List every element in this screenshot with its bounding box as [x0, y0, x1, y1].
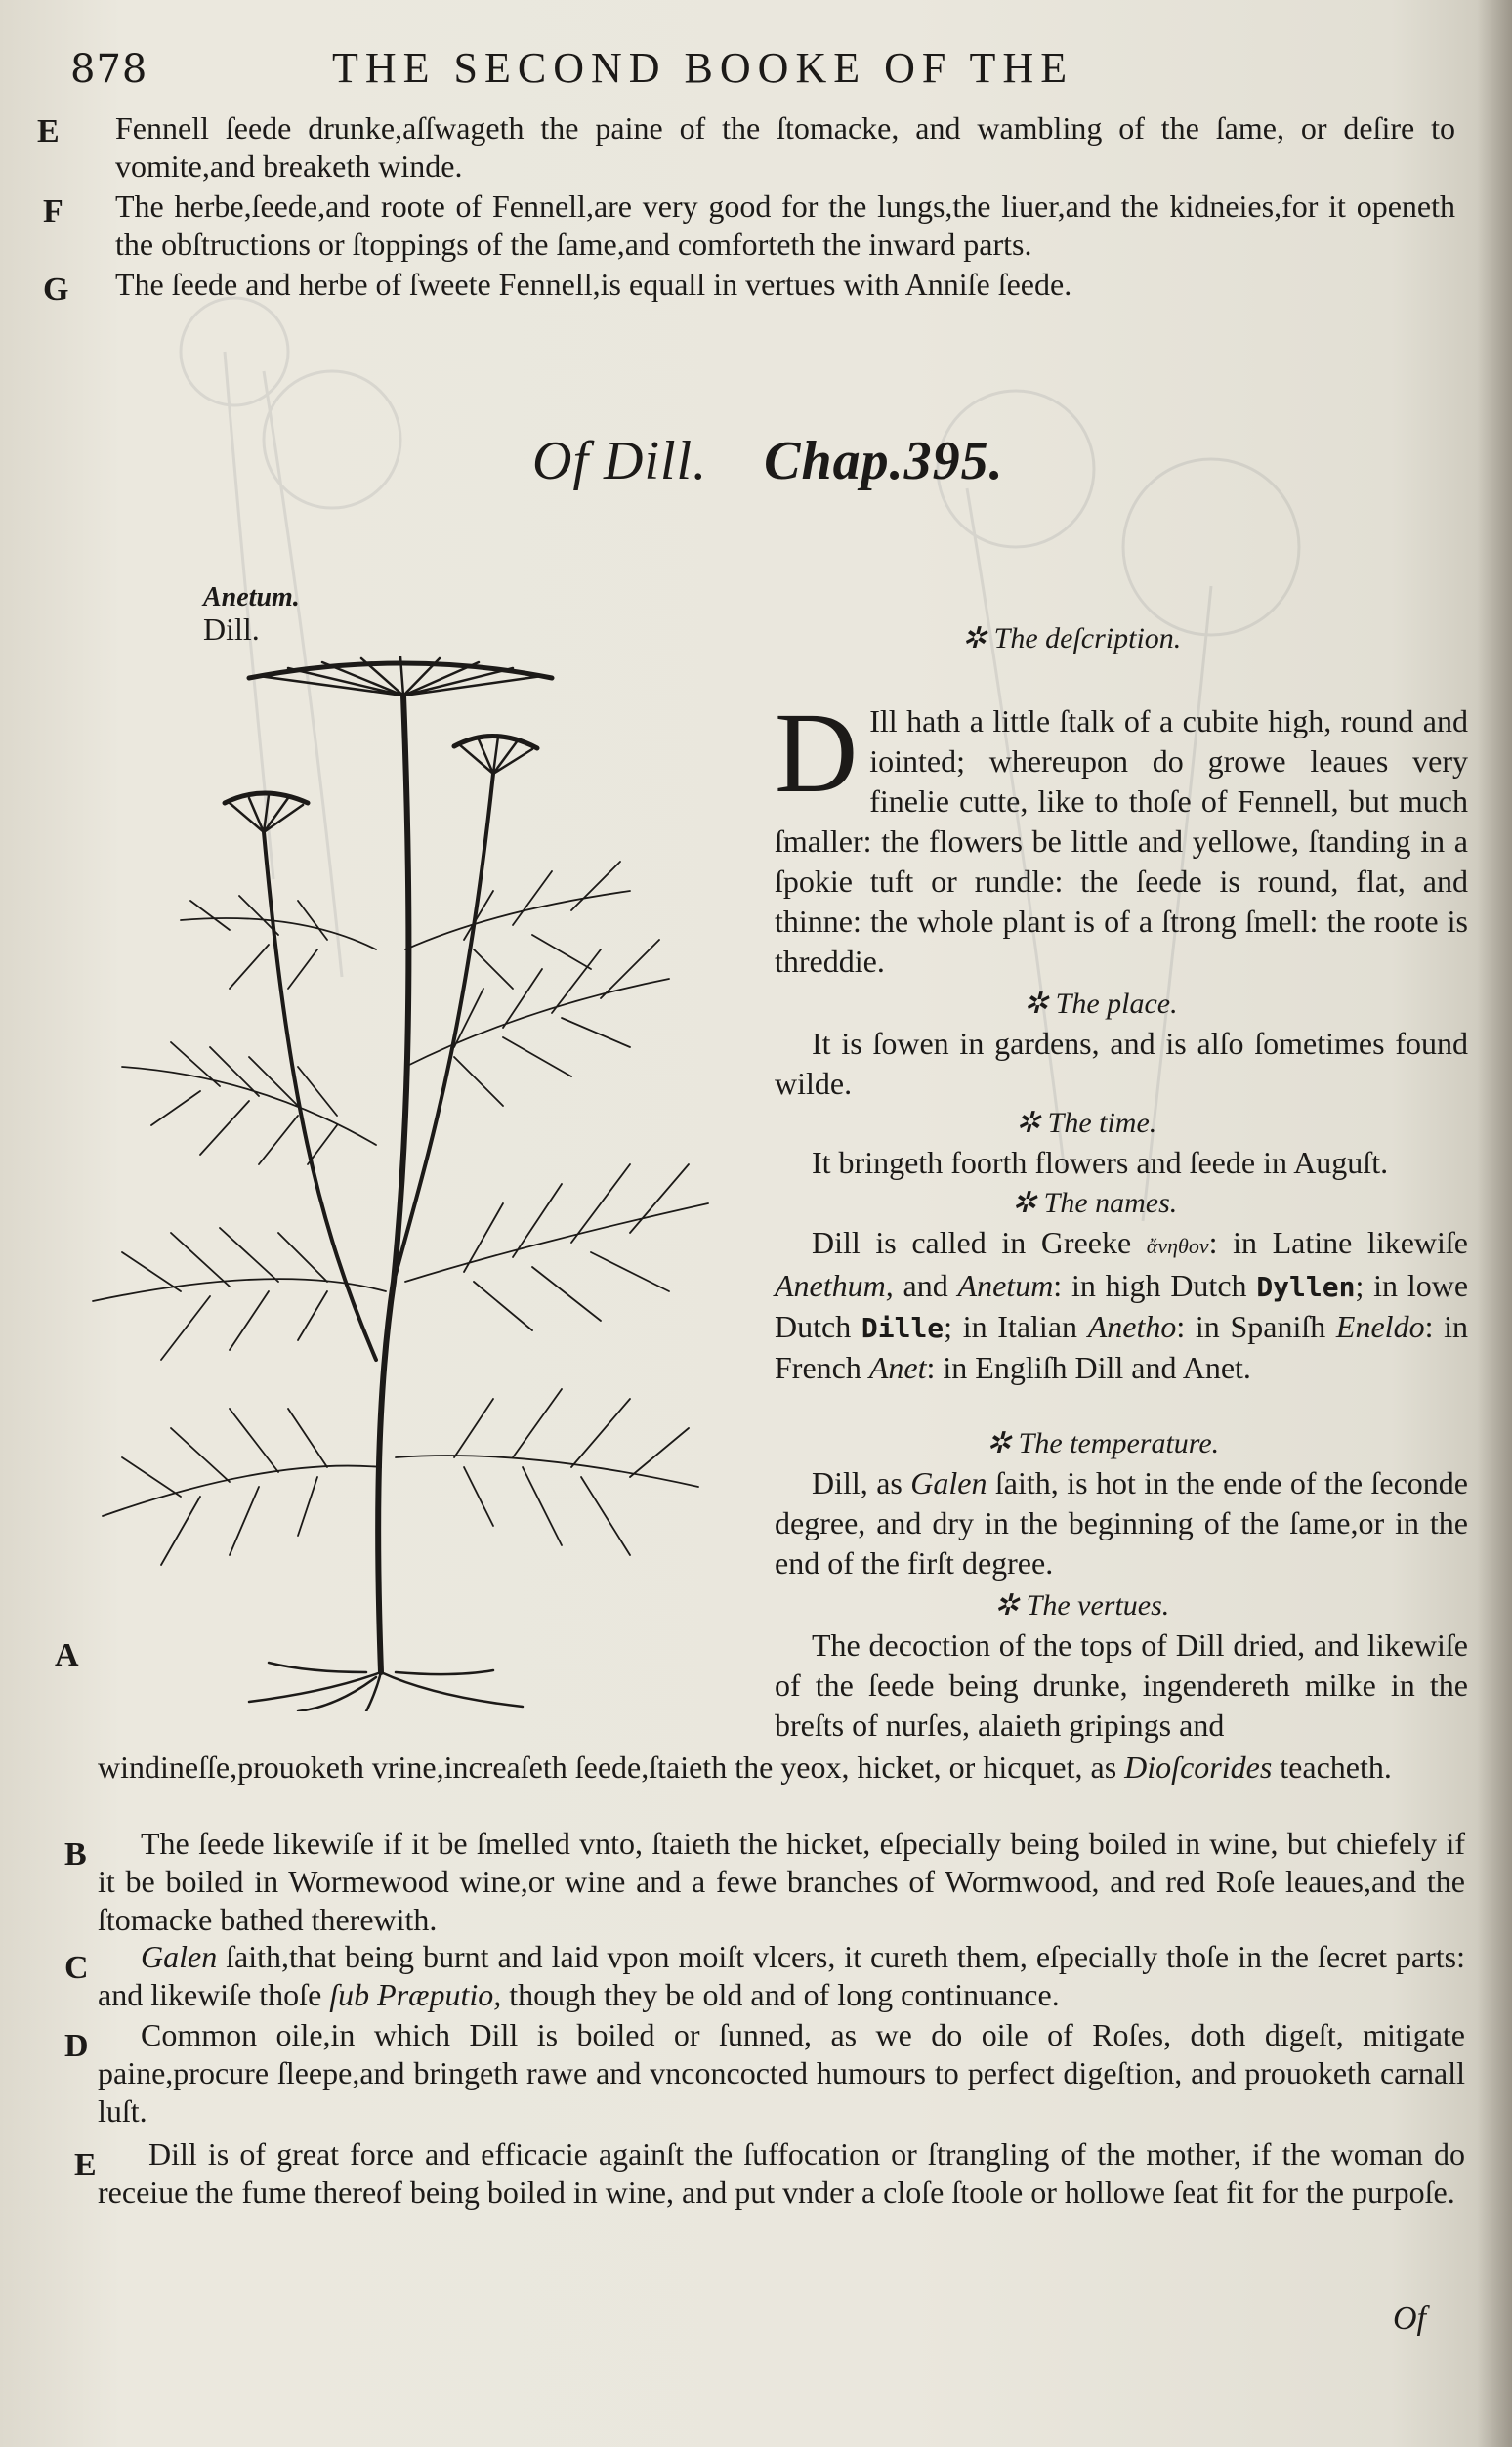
spanish-name: Eneldo [1335, 1309, 1425, 1344]
french-name: Anet [868, 1350, 927, 1385]
margin-letter-a: A [55, 1637, 79, 1673]
author-dioscorides: Dioſcorides [1124, 1750, 1273, 1785]
paragraph-d: Common oile,in which Dill is boiled or ſunned, as we do oile of Roſes, doth digeſt, mitigate paine,procure ſleepe,and bringeth rawe and vnconcocted humours to perfect digeſtion, and prouoketh carnall luſt. [98, 2017, 1465, 2129]
margin-letter-e-2: E [74, 2147, 97, 2183]
figure-english-name: Dill. [203, 612, 260, 647]
catchword: Of [1393, 2300, 1426, 2337]
margin-letter-b: B [64, 1836, 87, 1873]
heading-description: ✲ The deſcription. [962, 622, 1182, 654]
binding-edge-shadow [1477, 0, 1512, 2447]
temperature-text: Dill, as Galen ſaith, is hot in the ende of the ſeconde degree, and dry in the beginning of the ſame,or in the end of the firſt degree. [775, 1465, 1469, 1581]
description-text: D Ill hath a little ſtalk of a cubite high, round and iointed; whereupon do growe leaues very finelie cutte, like to thoſe of Fennell, but much ſmaller: the flowers be little and yellowe, ſtanding in a ſpokie tuft or rundle: the ſeede is round, flat, and thinne: the whole plant is of a ſtrong ſmell: the roote is threddie. [775, 689, 1468, 979]
margin-letter-e: E [37, 113, 60, 149]
chapter-title [532, 430, 1004, 492]
paragraph-b: The ſeede likewiſe if it be ſmelled vnto, ſtaieth the hicket, eſpecially being boiled in wine, but chiefely if it be boiled in Wormewood wine,or wine and a fewe branches of Wormwood, and red Roſe leaues,and the ſtomacke bathed therewith. [98, 1826, 1465, 1937]
chapter-name: Of Dill. [532, 431, 708, 491]
author-galen: Galen [910, 1465, 987, 1500]
heading-place: ✲ The place. [1024, 988, 1178, 1020]
paragraph-e: Fennell ſeede drunke,aſſwageth the paine of the ſtomacke, and wambling of the ſame, or deſire to vomite,and breaketh winde. [115, 110, 1455, 184]
drop-cap: D [775, 689, 859, 817]
heading-names: ✲ The names. [1012, 1187, 1178, 1219]
margin-letter-d: D [64, 2028, 89, 2064]
paragraph-a-continued: windineſſe,prouoketh vrine,increaſeth ſeede,ſtaieth the yeox, hicket, or hicquet, as Dioſcorides teacheth. [98, 1750, 1392, 1785]
paragraph-f: The herbe,ſeede,and roote of Fennell,are very good for the lungs,the liuer,and the kidneies,for it openeth the obſtructions or ſtoppings of the ſame,and comforteth the inward parts. [115, 189, 1455, 262]
latin-phrase: ſub Præputio, [329, 1977, 502, 2012]
latin-name-anetum: Anetum [957, 1268, 1054, 1303]
heading-vertues: ✲ The vertues. [994, 1589, 1170, 1622]
heading-temperature: ✲ The temperature. [987, 1427, 1220, 1459]
dill-woodcut-illustration [83, 656, 733, 1711]
author-galen-2: Galen [141, 1939, 218, 1974]
vertues-text: The decoction of the tops of Dill dried, and likewiſe of the ſeede being drunke, ingendereth milke in the breſts of nurſes, alaieth gripings and [775, 1627, 1468, 1743]
paragraph-e-2: Dill is of great force and efficacie againſt the ſuffocation or ſtrangling of the mother, if the woman do receiue the fume thereof being boiled in wine, and put vnder a cloſe ſtoole or hollowe ſeat fit for the purpoſe. [98, 2136, 1465, 2210]
time-text: It bringeth foorth flowers and ſeede in Auguſt. [812, 1145, 1389, 1180]
margin-letter-f: F [43, 193, 63, 230]
figure-caption [203, 582, 300, 648]
page-number: 878 [70, 47, 148, 92]
margin-letter-c: C [64, 1950, 89, 1986]
chapter-number: Chap.395. [764, 431, 1004, 491]
running-head: THE SECOND BOOKE OF THE [332, 44, 1074, 92]
greek-name: ἄνηθον [1146, 1234, 1209, 1258]
figure-latin-name: Anetum. [203, 582, 300, 612]
italian-name: Anetho [1087, 1309, 1177, 1344]
paragraph-g: The ſeede and herbe of ſweete Fennell,is equall in vertues with Anniſe ſeede. [115, 267, 1072, 302]
high-dutch-name: Dyllen [1256, 1271, 1356, 1303]
low-dutch-name: Dille [861, 1312, 945, 1344]
names-text: Dill is called in Greeke ἄνηθον: in Latine likewiſe Anethum, and Anetum: in high Dutch Dyllen; in lowe Dutch Dille; in Italian Anetho: in Spaniſh Eneldo: in French Anet: in Engliſh Dill and Anet. [775, 1225, 1469, 1385]
place-text: It is ſowen in gardens, and is alſo ſometimes found wilde. [775, 1026, 1468, 1101]
latin-name-anethum: Anethum, [775, 1268, 894, 1303]
paragraph-c: Galen ſaith,that being burnt and laid vpon moiſt vlcers, it cureth them, eſpecially thoſe in the ſecret parts: and likewiſe thoſe ſub Præputio, though they be old and of long continuance. [98, 1939, 1465, 2012]
margin-letter-g: G [43, 272, 69, 308]
heading-time: ✲ The time. [1016, 1107, 1157, 1139]
